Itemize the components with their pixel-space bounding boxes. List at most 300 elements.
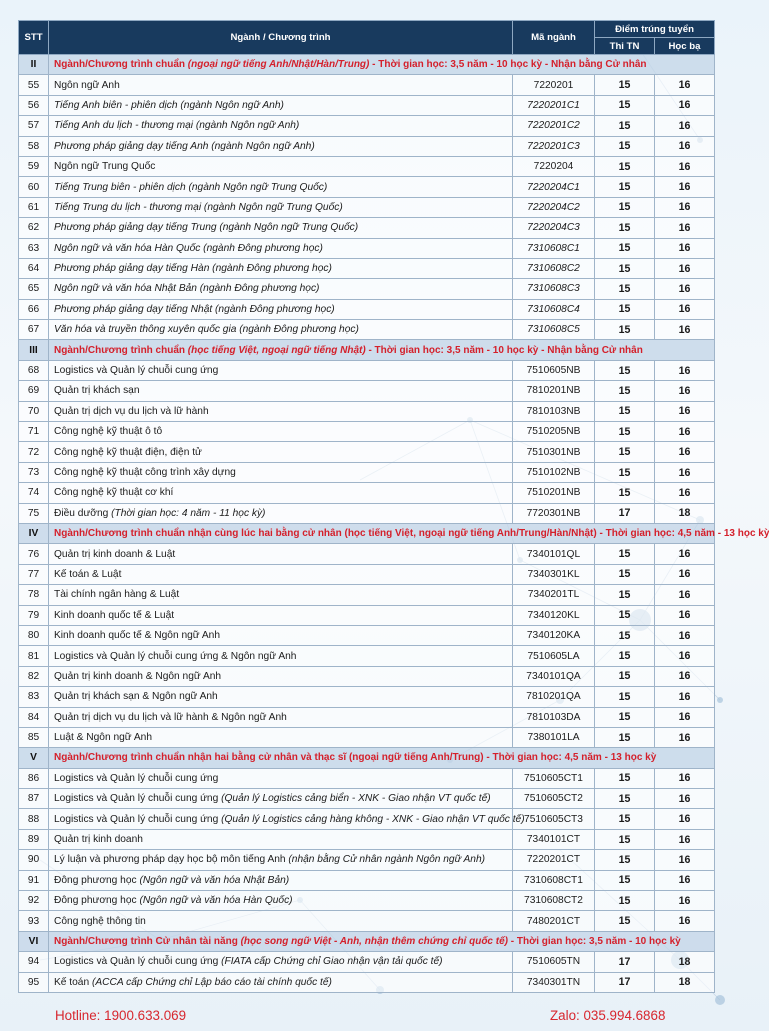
table-row bbox=[19, 544, 715, 564]
row-program-name bbox=[49, 95, 513, 115]
row-stt: 71 bbox=[19, 422, 49, 442]
text-part: Kế toán bbox=[54, 976, 92, 988]
row-program-code: 7510605TN bbox=[513, 952, 595, 972]
row-program-code: 7510605LA bbox=[513, 646, 595, 666]
row-program-code: 7310608C5 bbox=[513, 320, 595, 340]
text-part: (ACCA cấp Chứng chỉ Lập báo cáo tài chính quốc tế) bbox=[91, 976, 332, 988]
row-score-exam: 17 bbox=[595, 972, 655, 992]
text-part: Đông phương học bbox=[54, 874, 140, 886]
row-score-transcript: 16 bbox=[655, 156, 715, 176]
row-program-name bbox=[49, 320, 513, 340]
row-program-name bbox=[49, 116, 513, 136]
header-score-exam: Thi TN bbox=[595, 38, 655, 55]
row-program-name bbox=[49, 197, 513, 217]
row-stt: 56 bbox=[19, 95, 49, 115]
row-score-transcript: 16 bbox=[655, 462, 715, 482]
table-row bbox=[19, 707, 715, 727]
row-score-exam: 15 bbox=[595, 625, 655, 645]
row-program-code: 7220201 bbox=[513, 75, 595, 95]
row-stt: 84 bbox=[19, 707, 49, 727]
row-score-transcript: 16 bbox=[655, 279, 715, 299]
row-program-name bbox=[49, 238, 513, 258]
table-row bbox=[19, 238, 715, 258]
row-score-transcript: 16 bbox=[655, 809, 715, 829]
table-row bbox=[19, 136, 715, 156]
row-program-name bbox=[49, 789, 513, 809]
row-score-transcript: 16 bbox=[655, 136, 715, 156]
row-score-transcript: 16 bbox=[655, 646, 715, 666]
row-score-exam: 15 bbox=[595, 544, 655, 564]
row-program-name bbox=[49, 462, 513, 482]
section-title bbox=[49, 523, 769, 543]
text-part: Kế toán & Luật bbox=[54, 568, 122, 580]
text-part: Logistics và Quản lý chuỗi cung ứng bbox=[54, 772, 219, 784]
row-score-exam: 15 bbox=[595, 197, 655, 217]
text-part: Luật & Ngôn ngữ Anh bbox=[54, 732, 153, 744]
row-stt: 64 bbox=[19, 258, 49, 278]
table-row bbox=[19, 422, 715, 442]
text-part: Phương pháp giảng dạy tiếng Nhật (ngành Đông phương học) bbox=[54, 303, 335, 315]
section-row bbox=[19, 340, 715, 360]
text-part: Phương pháp giảng dạy tiếng Hàn (ngành Đông phương học) bbox=[54, 263, 332, 275]
text-part: (Thời gian học: 4 năm - 11 học kỳ) bbox=[111, 507, 266, 519]
row-stt: 74 bbox=[19, 483, 49, 503]
text-part: - Thời gian học: 3,5 năm - 10 học kỳ - Nhận bằng Cử nhân bbox=[365, 344, 643, 356]
row-program-name bbox=[49, 360, 513, 380]
row-score-exam: 17 bbox=[595, 952, 655, 972]
table-row bbox=[19, 646, 715, 666]
row-score-exam: 15 bbox=[595, 850, 655, 870]
row-program-name bbox=[49, 299, 513, 319]
row-program-code: 7310608C1 bbox=[513, 238, 595, 258]
text-part: Phương pháp giảng dạy tiếng Anh (ngành Ngôn ngữ Anh) bbox=[54, 140, 315, 152]
row-score-exam: 15 bbox=[595, 870, 655, 890]
row-score-transcript: 16 bbox=[655, 218, 715, 238]
row-program-code: 7510605CT3 bbox=[513, 809, 595, 829]
row-score-exam: 15 bbox=[595, 299, 655, 319]
hotline-text: Hotline: 1900.633.069 bbox=[55, 1008, 187, 1023]
row-program-name bbox=[49, 585, 513, 605]
row-program-code: 7220204C2 bbox=[513, 197, 595, 217]
row-program-code: 7220201CT bbox=[513, 850, 595, 870]
row-program-code: 7220204C1 bbox=[513, 177, 595, 197]
row-score-exam: 15 bbox=[595, 116, 655, 136]
row-program-name bbox=[49, 972, 513, 992]
row-program-code: 7810201QA bbox=[513, 687, 595, 707]
section-number: IV bbox=[19, 523, 49, 543]
row-stt: 83 bbox=[19, 687, 49, 707]
table-row bbox=[19, 972, 715, 992]
table-row bbox=[19, 299, 715, 319]
row-stt: 72 bbox=[19, 442, 49, 462]
text-part: (học tiếng Việt, ngoại ngữ tiếng Anh/Trung/Hàn/Nhật) bbox=[344, 528, 597, 540]
section-number: III bbox=[19, 340, 49, 360]
row-program-name bbox=[49, 544, 513, 564]
row-score-exam: 15 bbox=[595, 238, 655, 258]
row-score-transcript: 16 bbox=[655, 768, 715, 788]
row-score-exam: 15 bbox=[595, 218, 655, 238]
row-score-exam: 15 bbox=[595, 258, 655, 278]
row-program-name bbox=[49, 891, 513, 911]
row-program-code: 7720301NB bbox=[513, 503, 595, 523]
table-row bbox=[19, 727, 715, 747]
row-program-name bbox=[49, 727, 513, 747]
row-score-transcript: 18 bbox=[655, 952, 715, 972]
table-row bbox=[19, 850, 715, 870]
text-part: Ngôn ngữ và văn hóa Hàn Quốc (ngành Đông phương học) bbox=[54, 242, 323, 254]
text-part: (học tiếng Việt, ngoại ngữ tiếng Nhật) bbox=[187, 344, 366, 356]
table-row bbox=[19, 95, 715, 115]
row-program-name bbox=[49, 279, 513, 299]
section-row bbox=[19, 748, 715, 768]
text-part: (FIATA cấp Chứng chỉ Giao nhận vận tải quốc tế) bbox=[221, 956, 443, 968]
text-part: (nhận bằng Cử nhân ngành Ngôn ngữ Anh) bbox=[288, 854, 486, 866]
row-stt: 94 bbox=[19, 952, 49, 972]
row-score-exam: 15 bbox=[595, 911, 655, 931]
row-stt: 89 bbox=[19, 829, 49, 849]
row-program-name bbox=[49, 870, 513, 890]
row-program-code: 7310608CT2 bbox=[513, 891, 595, 911]
row-stt: 63 bbox=[19, 238, 49, 258]
row-stt: 91 bbox=[19, 870, 49, 890]
row-program-name bbox=[49, 136, 513, 156]
row-score-exam: 15 bbox=[595, 75, 655, 95]
row-program-code: 7310608C3 bbox=[513, 279, 595, 299]
row-program-name bbox=[49, 666, 513, 686]
row-score-transcript: 16 bbox=[655, 197, 715, 217]
row-stt: 73 bbox=[19, 462, 49, 482]
row-stt: 76 bbox=[19, 544, 49, 564]
row-score-transcript: 16 bbox=[655, 95, 715, 115]
text-part: Lý luận và phương pháp dạy học bộ môn tiếng Anh bbox=[54, 854, 289, 866]
row-score-transcript: 16 bbox=[655, 75, 715, 95]
row-program-code: 7310608CT1 bbox=[513, 870, 595, 890]
table-row bbox=[19, 666, 715, 686]
row-stt: 88 bbox=[19, 809, 49, 829]
row-program-code: 7310608C4 bbox=[513, 299, 595, 319]
text-part: Ngành/Chương trình chuẩn bbox=[54, 59, 188, 71]
row-program-code: 7340101CT bbox=[513, 829, 595, 849]
row-score-transcript: 16 bbox=[655, 401, 715, 421]
row-program-code: 7510201NB bbox=[513, 483, 595, 503]
table-row bbox=[19, 605, 715, 625]
text-part: Quản trị khách sạn bbox=[54, 385, 140, 397]
row-score-exam: 15 bbox=[595, 156, 655, 176]
row-score-exam: 15 bbox=[595, 279, 655, 299]
row-program-name bbox=[49, 952, 513, 972]
row-program-name bbox=[49, 605, 513, 625]
row-score-transcript: 16 bbox=[655, 870, 715, 890]
row-program-code: 7340301KL bbox=[513, 564, 595, 584]
row-stt: 55 bbox=[19, 75, 49, 95]
row-program-code: 7340101QL bbox=[513, 544, 595, 564]
row-score-transcript: 16 bbox=[655, 829, 715, 849]
table-row bbox=[19, 789, 715, 809]
table-row bbox=[19, 197, 715, 217]
table-row bbox=[19, 177, 715, 197]
row-score-transcript: 16 bbox=[655, 116, 715, 136]
row-stt: 81 bbox=[19, 646, 49, 666]
header-code: Mã ngành bbox=[513, 21, 595, 55]
text-part: Quản trị khách sạn & Ngôn ngữ Anh bbox=[54, 691, 218, 703]
row-score-exam: 15 bbox=[595, 829, 655, 849]
row-stt: 60 bbox=[19, 177, 49, 197]
row-program-name bbox=[49, 177, 513, 197]
row-score-exam: 15 bbox=[595, 381, 655, 401]
row-program-code: 7340120KA bbox=[513, 625, 595, 645]
row-score-exam: 15 bbox=[595, 360, 655, 380]
section-row bbox=[19, 55, 715, 75]
section-number: V bbox=[19, 748, 49, 768]
row-stt: 62 bbox=[19, 218, 49, 238]
text-part: (ngoại ngữ tiếng Anh/Trung) bbox=[348, 752, 484, 764]
row-program-name bbox=[49, 401, 513, 421]
text-part: Công nghệ kỹ thuật công trình xây dựng bbox=[54, 467, 236, 478]
text-part: - Thời gian học: 3,5 năm - 10 học kỳ - Nhận bằng Cử nhân bbox=[369, 59, 647, 71]
row-stt: 77 bbox=[19, 564, 49, 584]
row-program-code: 7510205NB bbox=[513, 422, 595, 442]
section-row bbox=[19, 523, 715, 543]
header-score-transcript: Học bạ bbox=[655, 38, 715, 55]
text-part: Công nghệ kỹ thuật cơ khí bbox=[54, 487, 174, 499]
table-row bbox=[19, 156, 715, 176]
text-part: Kinh doanh quốc tế & Luật bbox=[54, 609, 175, 621]
text-part: Logistics và Quản lý chuỗi cung ứng bbox=[54, 793, 222, 805]
row-score-transcript: 16 bbox=[655, 727, 715, 747]
table-row bbox=[19, 891, 715, 911]
table-row bbox=[19, 687, 715, 707]
row-program-name bbox=[49, 258, 513, 278]
table-row bbox=[19, 360, 715, 380]
row-program-name bbox=[49, 483, 513, 503]
row-score-transcript: 16 bbox=[655, 707, 715, 727]
row-program-name bbox=[49, 850, 513, 870]
row-program-code: 7220204C3 bbox=[513, 218, 595, 238]
text-part: Quản trị kinh doanh & Ngôn ngữ Anh bbox=[54, 670, 222, 682]
row-stt: 66 bbox=[19, 299, 49, 319]
text-part: Điều dưỡng bbox=[54, 507, 112, 519]
table-row bbox=[19, 75, 715, 95]
text-part: (Quản lý Logistics cảng biển - XNK - Giao nhận VT quốc tế) bbox=[221, 793, 491, 805]
row-program-code: 7340101QA bbox=[513, 666, 595, 686]
row-score-transcript: 16 bbox=[655, 891, 715, 911]
text-part: Văn hóa và truyền thông xuyên quốc gia (ngành Đông phương học) bbox=[54, 324, 359, 336]
row-program-name bbox=[49, 646, 513, 666]
section-title bbox=[49, 931, 715, 951]
text-part: Tài chính ngân hàng & Luật bbox=[54, 589, 180, 601]
text-part: - Thời gian học: 3,5 năm - 10 học kỳ bbox=[508, 935, 681, 947]
row-program-code: 7510102NB bbox=[513, 462, 595, 482]
text-part: Tiếng Trung biên - phiên dịch (ngành Ngôn ngữ Trung Quốc) bbox=[54, 181, 328, 193]
row-program-name bbox=[49, 809, 525, 829]
text-part: Tiếng Anh du lịch - thương mại (ngành Ngôn ngữ Anh) bbox=[54, 120, 300, 132]
row-program-code: 7220204 bbox=[513, 156, 595, 176]
row-program-name bbox=[49, 503, 513, 523]
table-row bbox=[19, 483, 715, 503]
text-part: Đông phương học bbox=[54, 895, 140, 907]
section-number: II bbox=[19, 55, 49, 75]
table-row bbox=[19, 911, 715, 931]
table-row bbox=[19, 809, 715, 829]
row-score-transcript: 16 bbox=[655, 238, 715, 258]
table-row bbox=[19, 401, 715, 421]
row-program-code: 7810201NB bbox=[513, 381, 595, 401]
row-stt: 78 bbox=[19, 585, 49, 605]
row-stt: 58 bbox=[19, 136, 49, 156]
text-part: Quản trị kinh doanh bbox=[54, 834, 143, 846]
table-row bbox=[19, 381, 715, 401]
row-program-code: 7510605NB bbox=[513, 360, 595, 380]
header-stt: STT bbox=[19, 21, 49, 55]
row-score-transcript: 16 bbox=[655, 585, 715, 605]
row-score-transcript: 18 bbox=[655, 972, 715, 992]
table-row bbox=[19, 625, 715, 645]
row-program-name bbox=[49, 218, 513, 238]
table-row bbox=[19, 829, 715, 849]
table-row bbox=[19, 585, 715, 605]
row-stt: 75 bbox=[19, 503, 49, 523]
row-stt: 67 bbox=[19, 320, 49, 340]
row-program-code: 7220201C3 bbox=[513, 136, 595, 156]
table-row bbox=[19, 218, 715, 238]
table-body bbox=[19, 55, 769, 993]
row-program-code: 7340201TL bbox=[513, 585, 595, 605]
text-part: (Quản lý Logistics cảng hàng không - XNK - Giao nhận VT quốc tế) bbox=[221, 813, 525, 825]
row-score-exam: 15 bbox=[595, 809, 655, 829]
row-program-code: 7510605CT2 bbox=[513, 789, 595, 809]
row-stt: 57 bbox=[19, 116, 49, 136]
row-program-name bbox=[49, 768, 513, 788]
row-program-code: 7340120KL bbox=[513, 605, 595, 625]
row-stt: 82 bbox=[19, 666, 49, 686]
row-program-name bbox=[49, 564, 513, 584]
row-score-exam: 15 bbox=[595, 564, 655, 584]
table-row bbox=[19, 462, 715, 482]
row-score-exam: 15 bbox=[595, 442, 655, 462]
text-part: Logistics và Quản lý chuỗi cung ứng & Ngôn ngữ Anh bbox=[54, 650, 297, 662]
row-program-code: 7340301TN bbox=[513, 972, 595, 992]
row-score-transcript: 16 bbox=[655, 789, 715, 809]
row-stt: 80 bbox=[19, 625, 49, 645]
row-program-code: 7810103DA bbox=[513, 707, 595, 727]
row-stt: 95 bbox=[19, 972, 49, 992]
row-stt: 85 bbox=[19, 727, 49, 747]
row-score-transcript: 16 bbox=[655, 442, 715, 462]
text-part: - Thời gian học: 4,5 năm - 13 học kỳ bbox=[483, 752, 657, 764]
section-number: VI bbox=[19, 931, 49, 951]
row-stt: 69 bbox=[19, 381, 49, 401]
table-row bbox=[19, 870, 715, 890]
table-row bbox=[19, 952, 715, 972]
row-program-code: 7310608C2 bbox=[513, 258, 595, 278]
row-stt: 92 bbox=[19, 891, 49, 911]
row-program-name bbox=[49, 625, 513, 645]
row-score-exam: 17 bbox=[595, 503, 655, 523]
table-header bbox=[19, 21, 715, 55]
text-part: (Ngôn ngữ và văn hóa Hàn Quốc) bbox=[139, 895, 293, 907]
table-row bbox=[19, 258, 715, 278]
zalo-text: Zalo: 035.994.6868 bbox=[550, 1008, 666, 1023]
row-score-transcript: 16 bbox=[655, 320, 715, 340]
row-score-exam: 15 bbox=[595, 585, 655, 605]
text-part: Quản trị kinh doanh & Luật bbox=[54, 548, 176, 560]
row-score-exam: 15 bbox=[595, 789, 655, 809]
text-part: Công nghệ kỹ thuật ô tô bbox=[54, 426, 163, 438]
text-part: Ngành/Chương trình Cử nhân tài năng bbox=[54, 935, 241, 947]
row-program-code: 7510605CT1 bbox=[513, 768, 595, 788]
row-score-transcript: 16 bbox=[655, 850, 715, 870]
row-program-name bbox=[49, 442, 513, 462]
section-title bbox=[49, 748, 715, 768]
text-part: Ngôn ngữ Trung Quốc bbox=[54, 161, 156, 173]
row-program-code: 7380101LA bbox=[513, 727, 595, 747]
row-score-transcript: 16 bbox=[655, 258, 715, 278]
header-score-group: Điểm trúng tuyển bbox=[595, 21, 715, 38]
row-stt: 59 bbox=[19, 156, 49, 176]
row-score-exam: 15 bbox=[595, 462, 655, 482]
row-score-exam: 15 bbox=[595, 401, 655, 421]
row-score-exam: 15 bbox=[595, 320, 655, 340]
row-program-name bbox=[49, 687, 513, 707]
table-row bbox=[19, 320, 715, 340]
table-row bbox=[19, 442, 715, 462]
row-score-transcript: 16 bbox=[655, 381, 715, 401]
row-program-name bbox=[49, 911, 513, 931]
section-title bbox=[49, 340, 715, 360]
row-score-exam: 15 bbox=[595, 768, 655, 788]
row-program-name bbox=[49, 75, 513, 95]
row-stt: 93 bbox=[19, 911, 49, 931]
row-score-exam: 15 bbox=[595, 136, 655, 156]
text-part: Ngành/Chương trình chuẩn bbox=[54, 344, 188, 356]
row-score-transcript: 16 bbox=[655, 299, 715, 319]
section-row bbox=[19, 931, 715, 951]
section-title bbox=[49, 55, 715, 75]
row-stt: 61 bbox=[19, 197, 49, 217]
row-score-transcript: 16 bbox=[655, 177, 715, 197]
row-program-name bbox=[49, 707, 513, 727]
table-row bbox=[19, 564, 715, 584]
row-score-transcript: 16 bbox=[655, 360, 715, 380]
row-score-transcript: 16 bbox=[655, 911, 715, 931]
text-part: Ngôn ngữ và văn hóa Nhật Bản (ngành Đông phương học) bbox=[54, 283, 320, 295]
row-program-code: 7480201CT bbox=[513, 911, 595, 931]
text-part: Logistics và Quản lý chuỗi cung ứng bbox=[54, 813, 222, 825]
text-part: (ngoại ngữ tiếng Anh/Nhật/Hàn/Trung) bbox=[187, 59, 370, 71]
row-program-code: 7220201C2 bbox=[513, 116, 595, 136]
header-program: Ngành / Chương trình bbox=[49, 21, 513, 55]
row-stt: 90 bbox=[19, 850, 49, 870]
row-program-name bbox=[49, 829, 513, 849]
row-score-transcript: 16 bbox=[655, 544, 715, 564]
row-score-exam: 15 bbox=[595, 687, 655, 707]
row-score-exam: 15 bbox=[595, 891, 655, 911]
row-score-transcript: 16 bbox=[655, 687, 715, 707]
text-part: Ngành/Chương trình chuẩn nhận cùng lúc hai bằng cử nhân bbox=[54, 528, 345, 540]
row-stt: 70 bbox=[19, 401, 49, 421]
row-score-exam: 15 bbox=[595, 707, 655, 727]
text-part: Logistics và Quản lý chuỗi cung ứng bbox=[54, 956, 222, 968]
row-program-code: 7810103NB bbox=[513, 401, 595, 421]
row-stt: 86 bbox=[19, 768, 49, 788]
text-part: (Ngôn ngữ và văn hóa Nhật Bản) bbox=[139, 874, 290, 886]
row-score-transcript: 16 bbox=[655, 605, 715, 625]
text-part: Quản trị dịch vụ du lịch và lữ hành & Ngôn ngữ Anh bbox=[54, 711, 287, 723]
row-stt: 65 bbox=[19, 279, 49, 299]
row-program-name bbox=[49, 422, 513, 442]
row-stt: 79 bbox=[19, 605, 49, 625]
text-part: (học song ngữ Việt - Anh, nhận thêm chứng chỉ quốc tế) bbox=[240, 935, 508, 947]
